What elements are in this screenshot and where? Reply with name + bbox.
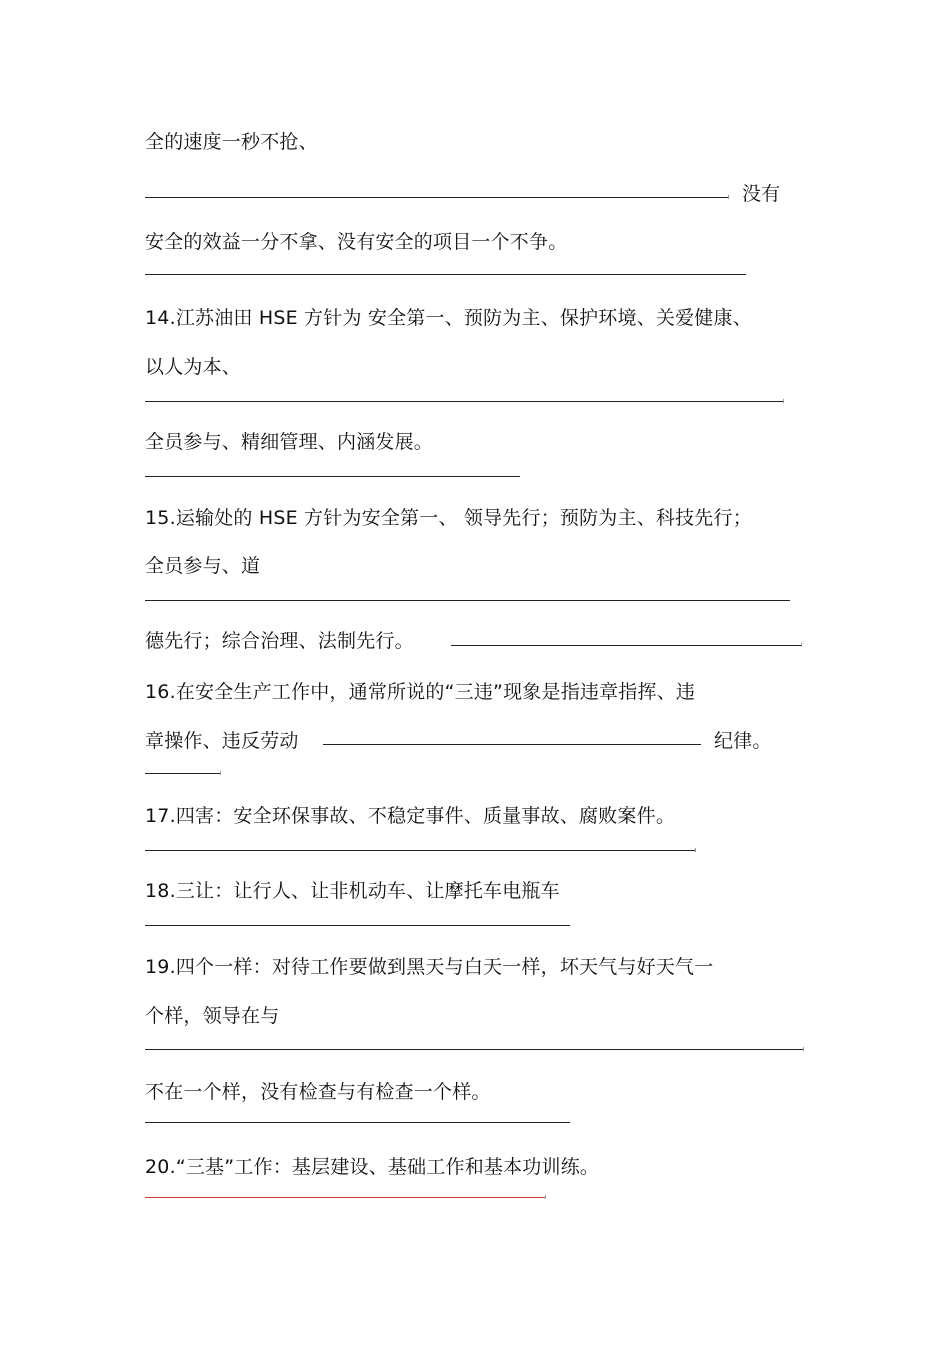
question-14-line-2: 以人为本、	[145, 356, 242, 378]
answer-rule	[145, 925, 570, 926]
answer-rule-red	[145, 1197, 545, 1198]
question-19-line-3: 不在一个样，没有检查与有检查一个样。	[145, 1081, 491, 1103]
answer-rule	[145, 197, 728, 198]
question-17: 17.四害：安全环保事故、不稳定事件、质量事故、腐败案件。	[145, 805, 676, 827]
answer-rule	[145, 1049, 803, 1050]
question-15-line-3: 德先行；综合治理、法制先行。	[145, 630, 414, 652]
answer-rule	[145, 274, 746, 275]
question-16-line-1: 16.在安全生产工作中，通常所说的“三违”现象是指违章指挥、违	[145, 681, 696, 703]
question-15-line-2: 全员参与、道	[145, 555, 261, 577]
rule-tick	[728, 195, 729, 199]
rule-tick	[695, 848, 696, 852]
question-16-line-2b: 纪律。	[714, 730, 772, 752]
question-19-line-2: 个样，领导在与	[145, 1005, 280, 1027]
question-19-line-1: 19.四个一样：对待工作要做到黑天与白天一样，坏天气与好天气一	[145, 956, 714, 978]
answer-rule	[145, 850, 695, 851]
rule-tick	[803, 1047, 804, 1051]
text-line-1: 全的速度一秒不抢、	[145, 131, 318, 153]
answer-rule	[451, 645, 801, 646]
question-14-line-3: 全员参与、精细管理、内涵发展。	[145, 431, 434, 453]
rule-tick	[545, 1195, 546, 1199]
rule-tick	[220, 771, 221, 775]
rule-tick	[783, 399, 784, 403]
answer-rule	[145, 401, 783, 402]
answer-rule	[145, 1122, 570, 1123]
question-15-line-1: 15.运输处的 HSE 方针为安全第一、 领导先行；预防为主、科技先行；	[145, 507, 752, 529]
question-18: 18.三让：让行人、让非机动车、让摩托车电瓶车	[145, 880, 560, 902]
question-16-line-2a: 章操作、违反劳动	[145, 730, 299, 752]
rule-tick	[801, 643, 802, 647]
answer-rule	[323, 744, 701, 745]
answer-rule	[145, 773, 220, 774]
text-line-2-tail: 没有	[742, 183, 781, 205]
question-20: 20.“三基”工作：基层建设、基础工作和基本功训练。	[145, 1156, 600, 1178]
answer-rule	[145, 600, 790, 601]
text-line-3: 安全的效益一分不拿、没有安全的项目一个不争。	[145, 231, 568, 253]
answer-rule	[145, 476, 520, 477]
question-14-line-1: 14.江苏油田 HSE 方针为 安全第一、预防为主、保护环境、关爱健康、	[145, 307, 752, 329]
